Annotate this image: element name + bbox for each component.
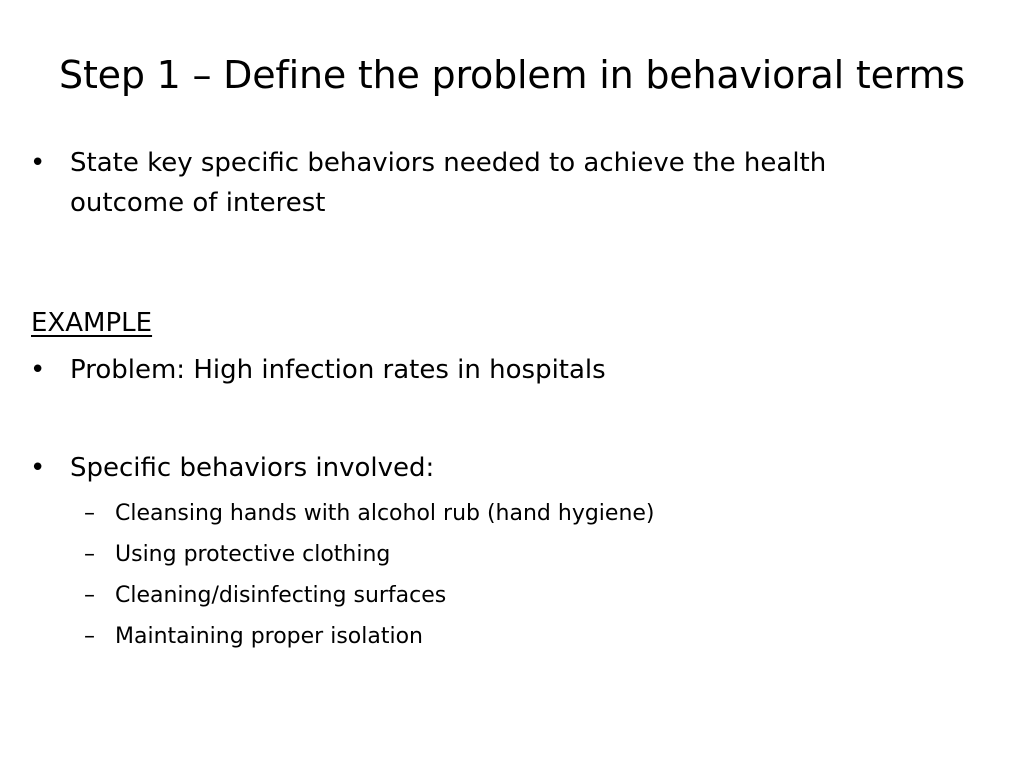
sub-item-text: Using protective clothing [115,542,391,567]
dash-marker: – [84,583,95,608]
bullet-marker: • [30,453,46,483]
sub-item-hand-hygiene [84,498,984,530]
sub-item-text: Cleaning/disinfecting surfaces [115,583,447,608]
dash-marker: – [84,501,95,526]
example-label: EXAMPLE [31,308,153,338]
bullet-problem-text: Problem: High infection rates in hospitals [70,355,606,385]
dash-marker: – [84,624,95,649]
bullet-marker: • [30,148,46,178]
bullet-behaviors-text: Specific behaviors involved: [70,453,435,483]
bullet-behaviors [30,448,1010,488]
bullet-marker: • [30,355,46,385]
bullet-problem [30,350,1010,390]
sub-item-protective-clothing [84,539,984,571]
bullet-intro-line1: State key specific behaviors needed to achieve the health [70,148,827,178]
sub-item-cleaning-surfaces [84,580,984,612]
slide-title: Step 1 – Define the problem in behavioral terms [59,53,965,97]
sub-item-text: Maintaining proper isolation [115,624,423,649]
sub-item-text: Cleansing hands with alcohol rub (hand hygiene) [115,501,655,526]
sub-item-isolation [84,621,984,653]
dash-marker: – [84,542,95,567]
bullet-intro [30,143,1010,223]
bullet-intro-line2: outcome of interest [70,188,326,218]
